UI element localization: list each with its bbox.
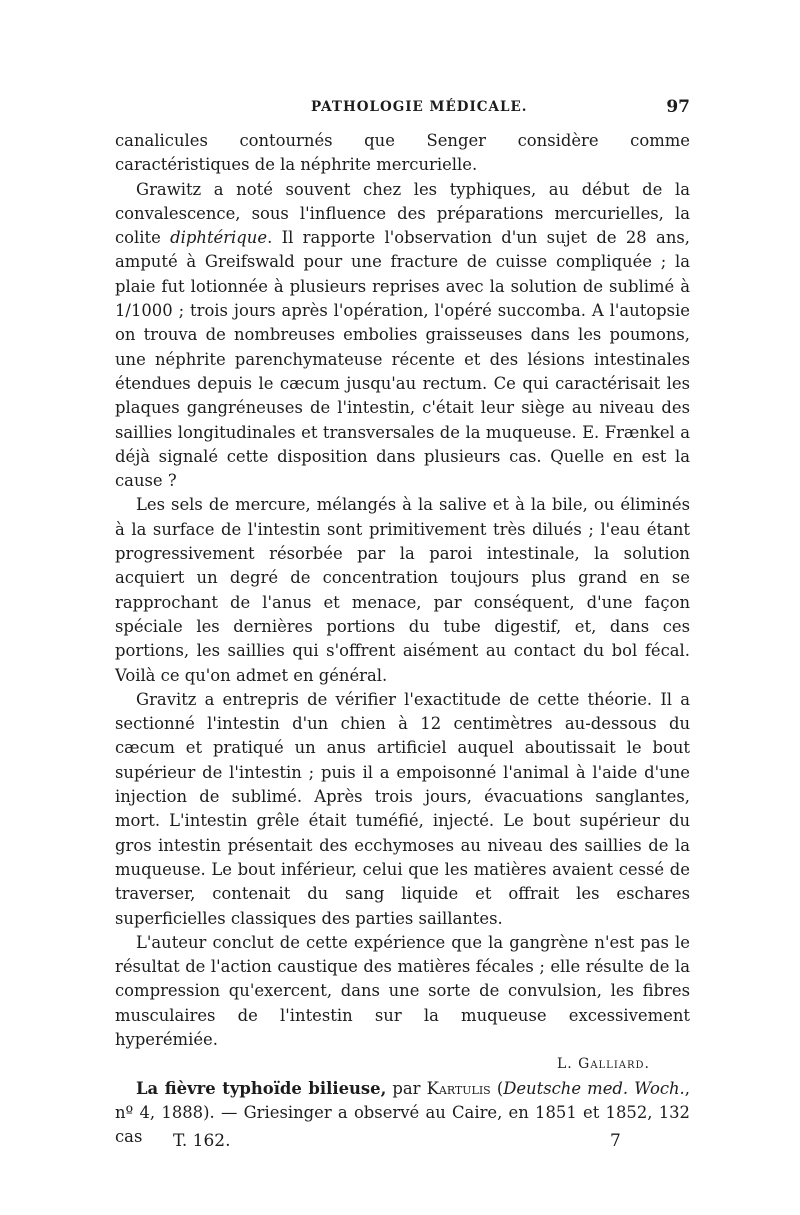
italic-term: diphtérique <box>170 228 268 248</box>
review-title: La fièvre typhoïde bilieuse, <box>136 1078 387 1098</box>
review-author: Kartulis <box>426 1078 491 1098</box>
citation-open: ( <box>490 1078 504 1098</box>
paragraph-continuation: canalicules contournés que Senger considère comme caractéristiques de la néphrite mercurielle. <box>115 131 690 175</box>
paragraph-experiment: Gravitz a entrepris de vérifier l'exactitude de cette théorie. Il a sectionné l'intestin d'un chien à 12 centimètres au-dessous du cæcum et pratiqué un anus artificiel auquel aboutissait le bout supérieur de l'intestin ; puis il a empoisonné l'animal à l'aide d'une injection de sublimé. Après trois jours, évacuations sanglantes, mort. L'intestin grêle était tuméfié, injecté. Le bout supérieur du gros intestin présentait des ecchymoses au niveau des saillies de la muqueuse. Le bout inférieur, celui que les matières avaient cessé de traverser, contenait du sang liquide et offrait les eschares superficielles classiques des parties saillantes. <box>115 689 690 928</box>
document-page <box>115 95 690 1175</box>
volume-label: T. 162. <box>173 1131 231 1151</box>
sheet-number: 7 <box>610 1131 621 1151</box>
journal-name: Deutsche med. Woch. <box>503 1078 685 1098</box>
review-by: par <box>386 1078 427 1098</box>
paragraph-text: Grawitz a noté souvent chez les typhiques, au début de la convalescence, sous l'influence des préparations mercurielles, la colite <box>115 179 690 248</box>
page-number: 97 <box>666 97 690 117</box>
paragraph-conclusion: L'auteur conclut de cette expérience que la gangrène n'est pas le résultat de l'action caustique des matières fécales ; elle résulte de la compression qu'exercent, dans une sorte de convulsion, les fibres musculaires de l'intestin sur la muqueuse excessivement hyperémiée. <box>115 932 690 1049</box>
page-footer <box>115 1131 690 1161</box>
paragraph-mercury-salts: Les sels de mercure, mélangés à la salive et à la bile, ou éliminés à la surface de l'intestin sont primitivement très dilués ; l'eau étant progressivement résorbée par la paroi intestinale, la solution acquiert un degré de concentration toujours plus grand en se rapprochant de l'anus et menace, par conséquent, d'une façon spéciale les dernières portions du tube digestif, et, dans ces portions, les saillies qui s'offrent aisément au contact du bol fécal. Voilà ce qu'on admet en général. <box>115 495 690 685</box>
paragraph-text: . Il rapporte l'observation d'un sujet de 28 ans, amputé à Greifswald pour une fracture de cuisse compliquée ; la plaie fut lotionnée à plusieurs reprises avec la solution de sublimé à 1/1000 ; trois jours après l'opération, l'opéré succomba. A l'autopsie on trouva de nombreuses embolies graisseuses dans les poumons, une néphrite parenchymateuse récente et des lésions intestinales étendues depuis le cæcum jusqu'au rectum. Ce qui caractérisait les plaques gangréneuses de l'intestin, c'était leur siège au niveau des saillies longitudinales et transversales de la muqueuse. E. Frænkel a déjà signalé cette disposition dans plusieurs cas. Quelle en est la cause ? <box>115 228 690 491</box>
body-text <box>115 129 690 1149</box>
author-signature: L. Galliard. <box>556 1056 650 1073</box>
paragraph-grawitz-observation <box>115 178 690 494</box>
running-title: PATHOLOGIE MÉDICALE. <box>311 99 528 115</box>
citation-rest: , nº 4, 1888). — Griesinger a observé au Caire, en 1851 et 1852, 132 cas <box>115 1078 690 1147</box>
page-header <box>115 95 690 127</box>
